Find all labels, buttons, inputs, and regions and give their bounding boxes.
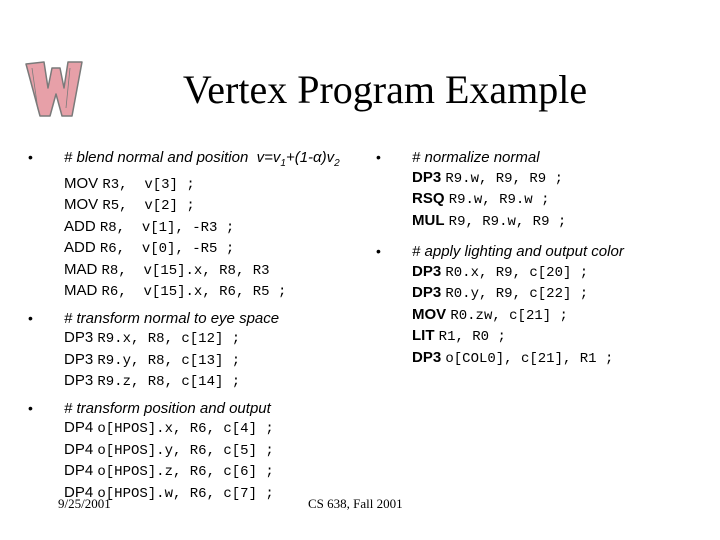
code-line: DP3 R9.x, R8, c[12] ; <box>64 329 241 347</box>
code-line: DP3 R9.y, R8, c[13] ; <box>64 350 241 369</box>
comment-transform-normal: # transform normal to eye space <box>64 309 280 327</box>
code-line: DP3 o[COL0], c[21], R1 ; <box>412 348 614 367</box>
code-line: DP4 o[HPOS].z, R6, c[6] ; <box>64 462 274 480</box>
code-line: DP4 o[HPOS].y, R6, c[5] ; <box>64 440 274 459</box>
bullet-dot: • <box>376 243 381 259</box>
code-line: ADD R6, v[0], -R5 ; <box>64 239 235 257</box>
bullet-normalize <box>376 148 716 232</box>
code-line: DP4 o[HPOS].w, R6, c[7] ; <box>64 483 274 502</box>
bullet-lighting <box>376 242 716 369</box>
code-line: MAD R6, v[15].x, R6, R5 ; <box>64 282 287 300</box>
code-line: DP3 R0.y, R9, c[22] ; <box>412 284 589 302</box>
code-line: MAD R8, v[15].x, R8, R3 <box>64 260 270 279</box>
bullet-blend <box>28 148 368 303</box>
bullet-dot: • <box>376 149 381 165</box>
code-line: DP3 R9.w, R9, R9 ; <box>412 168 563 187</box>
code-line: DP3 R0.x, R9, c[20] ; <box>412 262 589 281</box>
comment-normalize: # normalize normal <box>412 149 540 166</box>
left-column <box>28 148 368 510</box>
code-line: MUL R9, R9.w, R9 ; <box>412 211 567 230</box>
footer-course: CS 638, Fall 2001 <box>308 496 403 511</box>
comment-blend: # blend normal and position $v=v_1+(1-\alpha)v_2$ <box>64 149 340 169</box>
code-line: MOV R5, v[2] ; <box>64 196 195 214</box>
right-column <box>376 148 716 375</box>
code-line: LIT R1, R0 ; <box>412 327 506 345</box>
code-line: ADD R8, v[1], -R3 ; <box>64 217 235 236</box>
bullet-dot: • <box>28 399 33 416</box>
bullet-dot: • <box>28 149 33 165</box>
code-line: DP4 o[HPOS].x, R6, c[4] ; <box>64 419 274 437</box>
code-line: MOV R3, v[3] ; <box>64 174 195 193</box>
comment-lighting: # apply lighting and output color <box>412 243 624 260</box>
bullet-transform-normal <box>28 309 368 393</box>
comment-transform-position: # transform position and output <box>64 399 271 417</box>
code-line: DP3 R9.z, R8, c[14] ; <box>64 372 241 390</box>
bullet-dot: • <box>28 309 33 326</box>
code-line: RSQ R9.w, R9.w ; <box>412 190 550 208</box>
code-line: MOV R0.zw, c[21] ; <box>412 305 568 324</box>
footer-date: 9/25/2001 <box>58 496 111 511</box>
bullet-transform-position <box>28 399 368 505</box>
slide-title: Vertex Program Example <box>182 67 588 112</box>
